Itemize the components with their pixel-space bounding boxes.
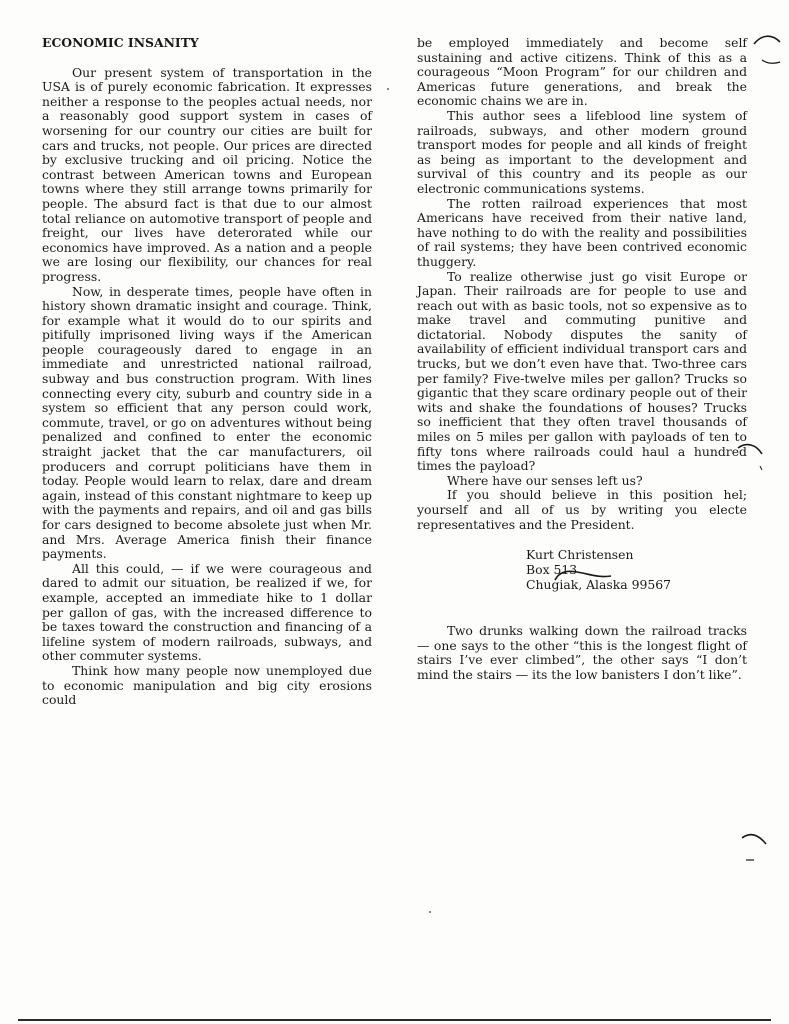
body-paragraph: Where have our senses left us? — [447, 472, 643, 488]
body-paragraph-continued: be employed immediately and become self sustaining and active citizens. Think of this as a courageous “Moon Program” for our children and Americas future generations, and break the economic chains we are in. — [417, 35, 747, 109]
joke-paragraph: Two drunks walking down the railroad tracks — one says to the other “this is the longest flight of stairs I’ve ever climbed”, the other says “I don’t mind the stairs — its the low banisters I don’t like”. — [417, 623, 747, 682]
body-paragraph: To realize otherwise just go visit Europe or Japan. Their railroads are for people to use and reach out with as basic tools, not so expensive as to make travel and commuting punitive and dictatorial. Nobody disputes the sanity of availability of efficient individual transport cars and trucks, but we don’t even have that. Two-three cars per family? Five-twelve miles per gallon? Trucks so gigantic that they scare ordinary people out of their wits and shake the foundations of houses? Trucks so inefficient that they often travel thousands of miles on 5 miles per gallon with payloads of ten to fifty tons where railroads could haul a hundred times the payload? — [417, 268, 747, 474]
speck — [387, 88, 389, 90]
left-column — [42, 36, 372, 708]
body-paragraph: Now, in desperate times, people have often in history shown dramatic insight and courage. Think, for example what it would do to our spirits and pitifully imprisoned living ways if the American people courageously dared to engage in an immediate and unrestricted national railroad, subway and bus construction program. With lines connecting every city, suburb and country side in a system so efficient that any person could work, commute, travel, or go on adventures without being penalized and confined to enter the economic straight jacket that the car manufacturers, oil producers and corrupt politicians have them in today. People would learn to relax, dare and dream again, instead of this constant nightmare to keep up with the payments and repairs, and oil and gas bills for cars designed to become absolete just when Mr. and Mrs. Average America finish their finance payments. — [42, 283, 372, 562]
margin-mark-icon — [752, 30, 784, 70]
margin-mark-icon — [740, 830, 770, 870]
author-name: Kurt Christensen — [526, 547, 634, 563]
right-column — [417, 36, 747, 683]
body-paragraph: Our present system of transportation in the USA is of purely economic fabrication. It expresses neither a response to the peoples actual needs, nor a reasonably good support system in cases of worsening for our country our cities are built for cars and trucks, not people. Our prices are directed by exclusive trucking and oil pricing. Notice the contrast between American towns and European towns where they still arrange towns primarily for people. The absurd fact is that due to our almost total reliance on automotive transport of people and freight, our lives have deterorated while our economics have improved. As a nation and a people we are losing our flexibility, our chances for real progress. — [42, 64, 372, 284]
article-title: ECONOMIC INSANITY — [42, 35, 199, 50]
speck — [429, 911, 431, 913]
body-paragraph: Think how many people now unemployed due to economic manipulation and big city erosions could — [42, 662, 372, 708]
body-paragraph: This author sees a lifeblood line system of railroads, subways, and other modern ground transport modes for people and all kinds of freight as being as important to the development and survival of this country and its people as our electronic communications systems. — [417, 107, 747, 196]
address-line: Box 513 — [526, 562, 578, 578]
body-paragraph: The rotten railroad experiences that most Americans have received from their native land, have nothing to do with the reality and possibilities of rail systems; they have been contrived economic thuggery. — [417, 195, 747, 269]
margin-mark-icon — [736, 440, 766, 472]
bottom-rule — [18, 1019, 771, 1021]
squiggle-divider-icon — [553, 566, 613, 584]
body-paragraph: If you should believe in this position hel; yourself and all of us by writing you electe representatives and the President. — [417, 487, 747, 532]
address-line: Chugiak, Alaska 99567 — [526, 577, 672, 593]
body-paragraph: All this could, — if we were courageous and dared to admit our situation, be realized if we, for example, accepted an immediate hike to 1 dollar per gallon of gas, with the increased difference to be taxes toward the construction and financing of a lifeline system of modern railroads, subways, and other commuter systems. — [42, 560, 372, 664]
